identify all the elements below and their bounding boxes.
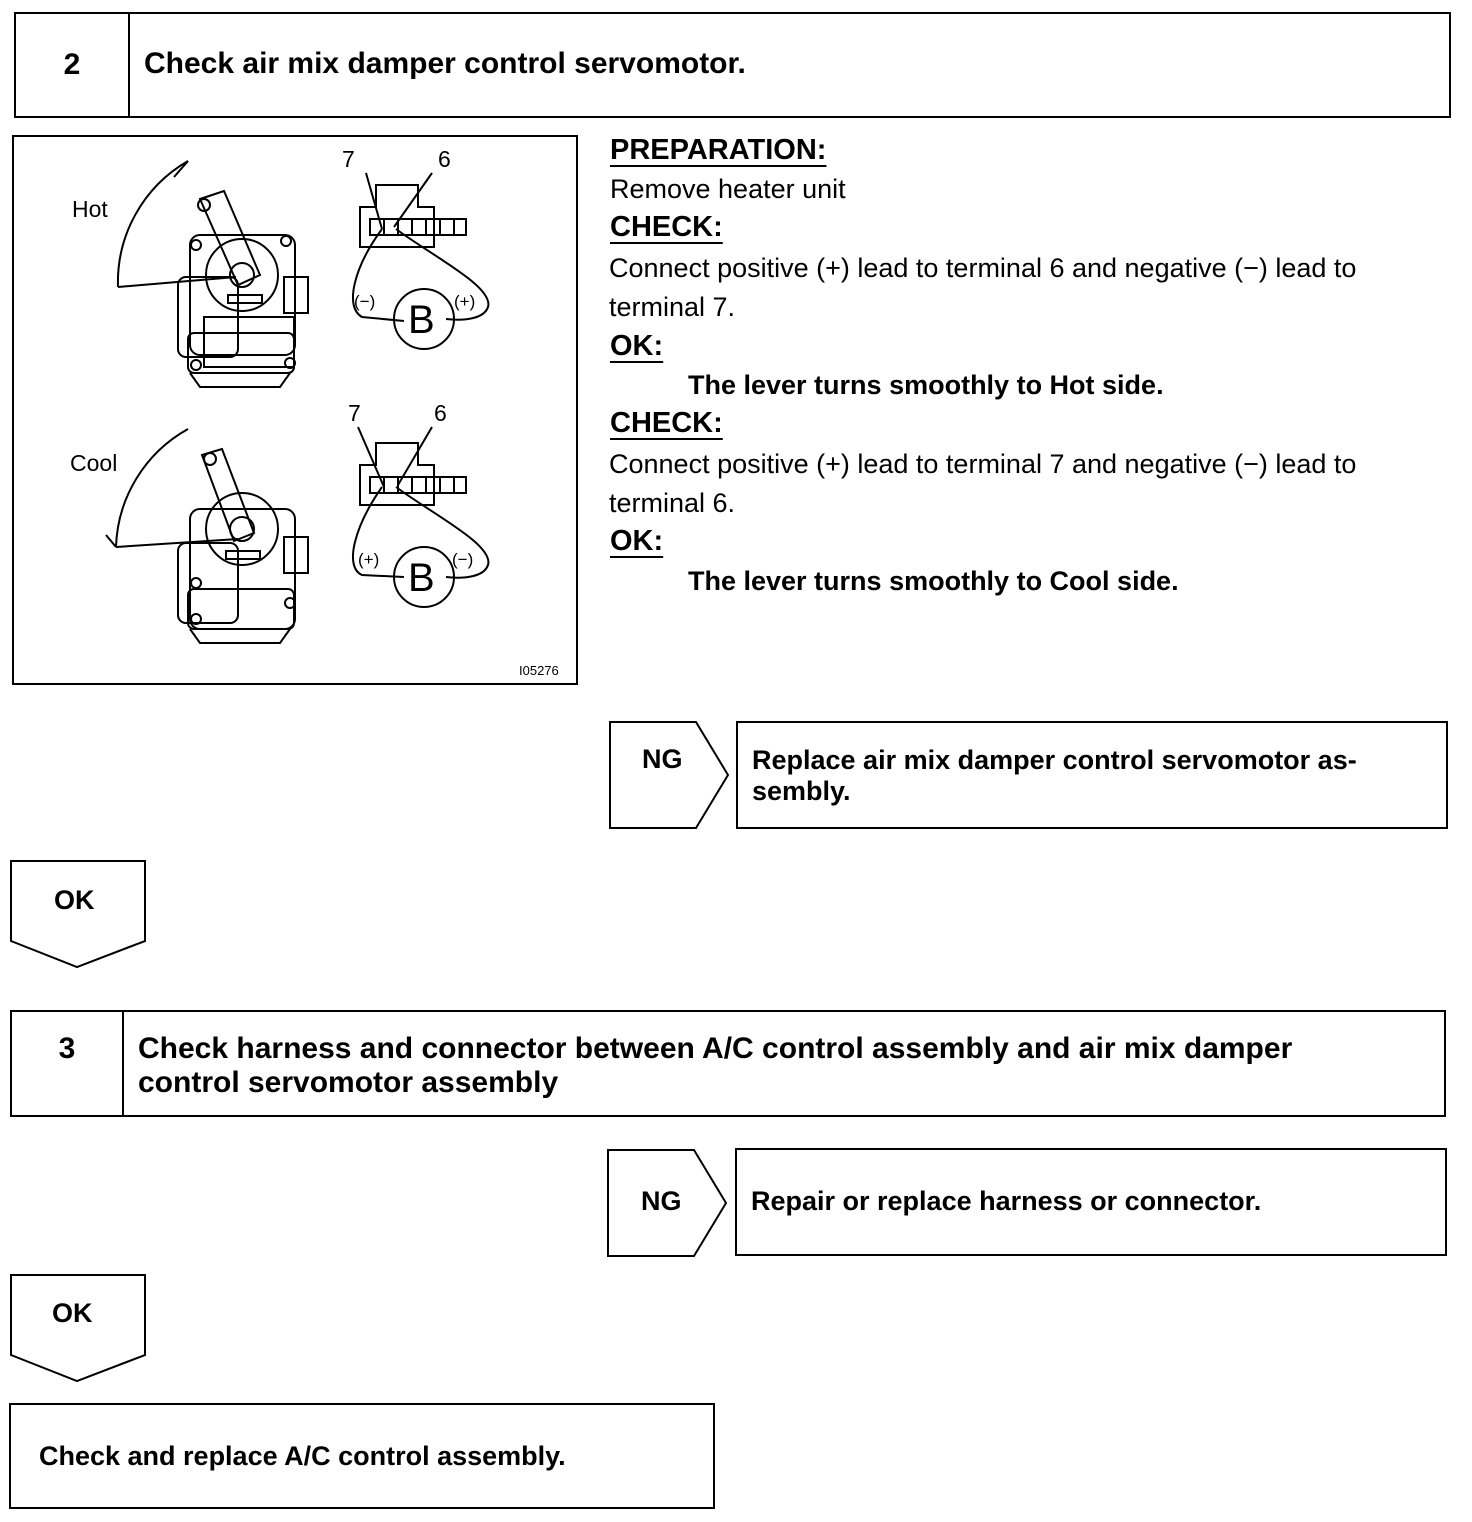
step-2-title: Check air mix damper control servomotor. — [144, 47, 746, 80]
step-3-title-line-2: control servomotor assembly — [138, 1066, 559, 1099]
ng-label-step-2: NG — [642, 744, 683, 774]
check-2-text-line-1: Connect positive (+) lead to terminal 7 and negative (−) lead to — [609, 449, 1357, 479]
final-action-text: Check and replace A/C control assembly. — [39, 1441, 566, 1471]
ng-result-step-3 — [735, 1148, 1447, 1256]
ok-2-heading: OK: — [610, 525, 664, 557]
step-3-header — [10, 1010, 1446, 1117]
ng-result-step-2-line-2: sembly. — [752, 776, 851, 806]
polarity-plus-bottom: (+) — [358, 550, 380, 569]
ng-arrow-step-2 — [608, 720, 732, 830]
check-1-text-line-2: terminal 7. — [609, 292, 736, 322]
step-3-title-line-1: Check harness and connector between A/C control assembly and air mix damper — [138, 1032, 1293, 1065]
check-1-heading: CHECK: — [610, 211, 723, 243]
terminal-6-top: 6 — [438, 146, 451, 172]
label-hot: Hot — [72, 196, 108, 222]
battery-bottom: B — [408, 556, 435, 600]
ok-label-step-2: OK — [54, 885, 95, 915]
step-2-number: 2 — [16, 14, 130, 116]
polarity-minus-top: (−) — [354, 292, 376, 311]
preparation-heading: PREPARATION: — [610, 134, 827, 166]
servomotor-illustration — [14, 137, 576, 683]
ok-1-heading: OK: — [610, 330, 664, 362]
ng-label-step-3: NG — [641, 1186, 682, 1216]
preparation-text: Remove heater unit — [610, 174, 846, 204]
check-2-text-line-2: terminal 6. — [609, 488, 736, 518]
servomotor-figure — [12, 135, 578, 685]
ok-2-text: The lever turns smoothly to Cool side. — [688, 566, 1179, 596]
ok-1-text: The lever turns smoothly to Hot side. — [688, 370, 1164, 400]
battery-top: B — [408, 298, 435, 342]
label-cool: Cool — [70, 450, 118, 476]
final-action-box — [9, 1403, 715, 1509]
ng-result-step-2-line-1: Replace air mix damper control servomotor as- — [752, 745, 1357, 775]
ok-label-step-3: OK — [52, 1298, 93, 1328]
terminal-6-bottom: 6 — [434, 400, 447, 426]
step-2-header — [14, 12, 1451, 118]
figure-id: I05276 — [519, 663, 559, 678]
polarity-minus-bottom: (−) — [452, 550, 474, 569]
check-2-heading: CHECK: — [610, 407, 723, 439]
terminal-7-bottom: 7 — [348, 400, 361, 426]
ng-result-step-3-text: Repair or replace harness or connector. — [751, 1186, 1262, 1216]
step-3-number: 3 — [12, 1012, 124, 1115]
ng-result-step-2 — [736, 721, 1448, 829]
polarity-plus-top: (+) — [454, 292, 476, 311]
check-1-text-line-1: Connect positive (+) lead to terminal 6 and negative (−) lead to — [609, 253, 1357, 283]
ok-arrow-step-3 — [9, 1273, 149, 1385]
terminal-7-top: 7 — [342, 146, 355, 172]
